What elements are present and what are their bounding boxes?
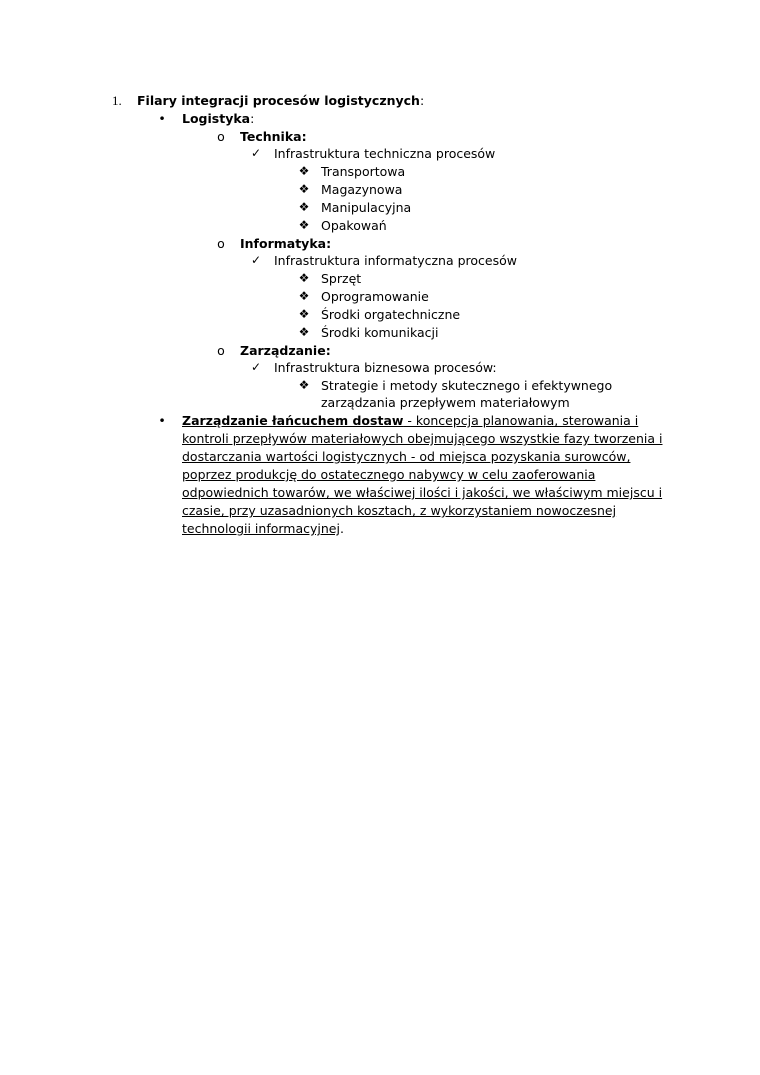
main-heading: [137, 92, 424, 109]
list-item: Oprogramowanie: [321, 289, 429, 304]
diamond-marker: ❖: [298, 164, 310, 178]
main-heading-text: Filary integracji procesów logistycznych: [137, 93, 420, 108]
circle-marker: o: [217, 236, 225, 251]
list-item: Magazynowa: [321, 182, 403, 197]
list-item: Transportowa: [321, 164, 406, 179]
supply-chain-period: .: [339, 521, 344, 536]
supply-chain-text: - koncepcja planowania, sterowania i kontroli przepływów materiałowych obejmującego wszystkie fazy tworzenia i dostarczania wartości logistycznych - od miejsca pozyskania surowców, poprzez produkcję do ostatecznego nabywcy w celu zaoferowania odpowiednich towarów, we właściwej ilości i jakości, we właściwym miejscu i czasie, przy uzasadnionych kosztach, z wykorzystaniem nowoczesnej technologii informacyjnej: [182, 413, 663, 536]
check-marker: ✓: [250, 253, 262, 267]
circle-marker: o: [217, 129, 225, 144]
section-sub-zarzadzanie: Infrastruktura biznesowa procesów:: [274, 360, 497, 375]
diamond-marker: ❖: [298, 182, 310, 196]
list-number: 1.: [112, 93, 122, 108]
diamond-marker: ❖: [298, 289, 310, 303]
logistyka-colon: :: [250, 111, 255, 126]
section-title-technika: Technika:: [240, 129, 307, 144]
section-title-informatyka: Informatyka:: [240, 236, 332, 251]
list-item: Środki orgatechniczne: [321, 307, 461, 322]
list-item: Sprzęt: [321, 271, 362, 286]
diamond-marker: ❖: [298, 378, 310, 392]
bullet-marker: •: [158, 413, 166, 428]
diamond-marker: ❖: [298, 200, 310, 214]
main-heading-colon: :: [419, 93, 425, 108]
diamond-marker: ❖: [298, 218, 310, 232]
list-item: Środki komunikacji: [321, 325, 439, 340]
diamond-marker: ❖: [298, 325, 310, 339]
section-sub-informatyka: Infrastruktura informatyczna procesów: [274, 253, 517, 268]
supply-chain-definition: [182, 412, 672, 538]
list-item: Opakowań: [321, 218, 387, 233]
section-sub-technika: Infrastruktura techniczna procesów: [274, 146, 496, 161]
list-item-continuation: zarządzania przepływem materiałowym: [321, 395, 570, 410]
diamond-marker: ❖: [298, 271, 310, 285]
list-item: Manipulacyjna: [321, 200, 412, 215]
bullet-marker: •: [158, 111, 166, 126]
supply-chain-term: Zarządzanie łańcuchem dostaw: [182, 413, 404, 428]
check-marker: ✓: [250, 146, 262, 160]
logistyka-label: [182, 110, 254, 127]
logistyka-text: Logistyka: [182, 111, 251, 126]
section-title-zarzadzanie: Zarządzanie:: [240, 343, 331, 358]
check-marker: ✓: [250, 360, 262, 374]
circle-marker: o: [217, 343, 225, 358]
diamond-marker: ❖: [298, 307, 310, 321]
list-item: Strategie i metody skutecznego i efektywnego: [321, 378, 613, 393]
